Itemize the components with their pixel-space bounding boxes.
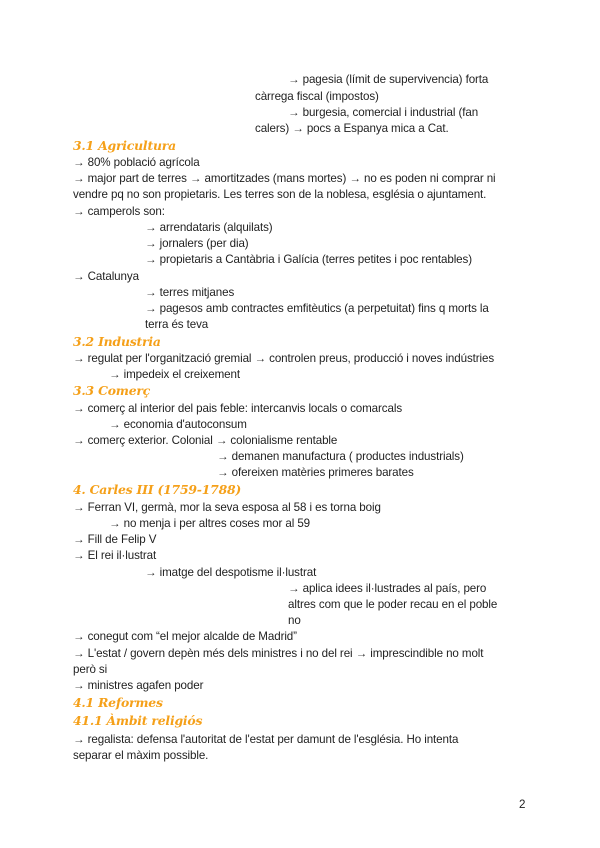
text-line: → 80% població agrícola (73, 156, 200, 169)
section-heading: 4.1 Reformes (73, 695, 163, 710)
text-line: vendre pq no son propietaris. Les terres son de la noblesa, església o ajuntament. (73, 188, 487, 201)
text-line: → pagesia (límit de supervivencia) forta (288, 73, 489, 86)
text-line: → economia d'autoconsum (109, 418, 247, 431)
text-line: → arrendataris (alquilats) (145, 221, 273, 234)
text-line: → comerç al interior del pais feble: intercanvis locals o comarcals (73, 402, 403, 415)
section-heading: 41.1 Àmbit religiós (73, 713, 203, 728)
text-line: → El rei il·lustrat (73, 549, 157, 562)
text-line: però si (73, 663, 108, 676)
text-line: → terres mitjanes (145, 286, 235, 299)
text-line: → L'estat / govern depèn més dels ministres i no del rei → imprescindible no molt (73, 647, 484, 660)
text-line: separar el màxim possible. (73, 749, 209, 762)
section-heading: 4. Carles III (1759-1788) (73, 482, 242, 497)
text-line: → Fill de Felip V (73, 533, 157, 546)
text-line: càrrega fiscal (impostos) (255, 90, 379, 103)
text-line: altres com que le poder recau en el poble (288, 598, 498, 611)
section-heading: 3.2 Industria (73, 334, 161, 349)
text-line: → impedeix el creixement (109, 368, 240, 381)
text-line: → conegut com “el mejor alcalde de Madrid” (73, 630, 297, 643)
text-line: → major part de terres → amortitzades (mans mortes) → no es poden ni comprar ni (73, 172, 496, 185)
text-line: → demanen manufactura ( productes industrials) (217, 450, 464, 463)
text-line: → Ferran VI, germà, mor la seva esposa al 58 i es torna boig (73, 501, 381, 514)
text-line: calers) → pocs a Espanya mica a Cat. (255, 122, 449, 135)
text-line: → aplica idees il·lustrades al país, pero (288, 582, 487, 595)
text-line: → Catalunya (73, 270, 139, 283)
section-heading: 3.3 Comerç (73, 383, 151, 398)
text-line: → no menja i per altres coses mor al 59 (109, 517, 311, 530)
text-line: → regalista: defensa l'autoritat de l'estat per damunt de l'església. Ho intenta (73, 733, 459, 746)
text-line: → imatge del despotisme il·lustrat (145, 566, 317, 579)
text-line: → ministres agafen poder (73, 679, 204, 692)
section-heading: 3.1 Agricultura (73, 138, 176, 153)
text-line: → jornalers (per dia) (145, 237, 249, 250)
page-number: 2 (519, 798, 526, 811)
text-line: no (288, 614, 301, 627)
text-line: terra és teva (145, 318, 209, 331)
text-line: → comerç exterior. Colonial → colonialisme rentable (73, 434, 338, 447)
text-line: → regulat per l'organització gremial → controlen preus, producció i noves indústries (73, 352, 495, 365)
text-line: → ofereixen matèries primeres barates (217, 466, 414, 479)
text-line: → camperols son: (73, 205, 165, 218)
text-line: → propietaris a Cantàbria i Galícia (terres petites i poc rentables) (145, 253, 472, 266)
text-line: → burgesia, comercial i industrial (fan (288, 106, 479, 119)
text-line: → pagesos amb contractes emfitèutics (a perpetuitat) fins q morts la (145, 302, 489, 315)
